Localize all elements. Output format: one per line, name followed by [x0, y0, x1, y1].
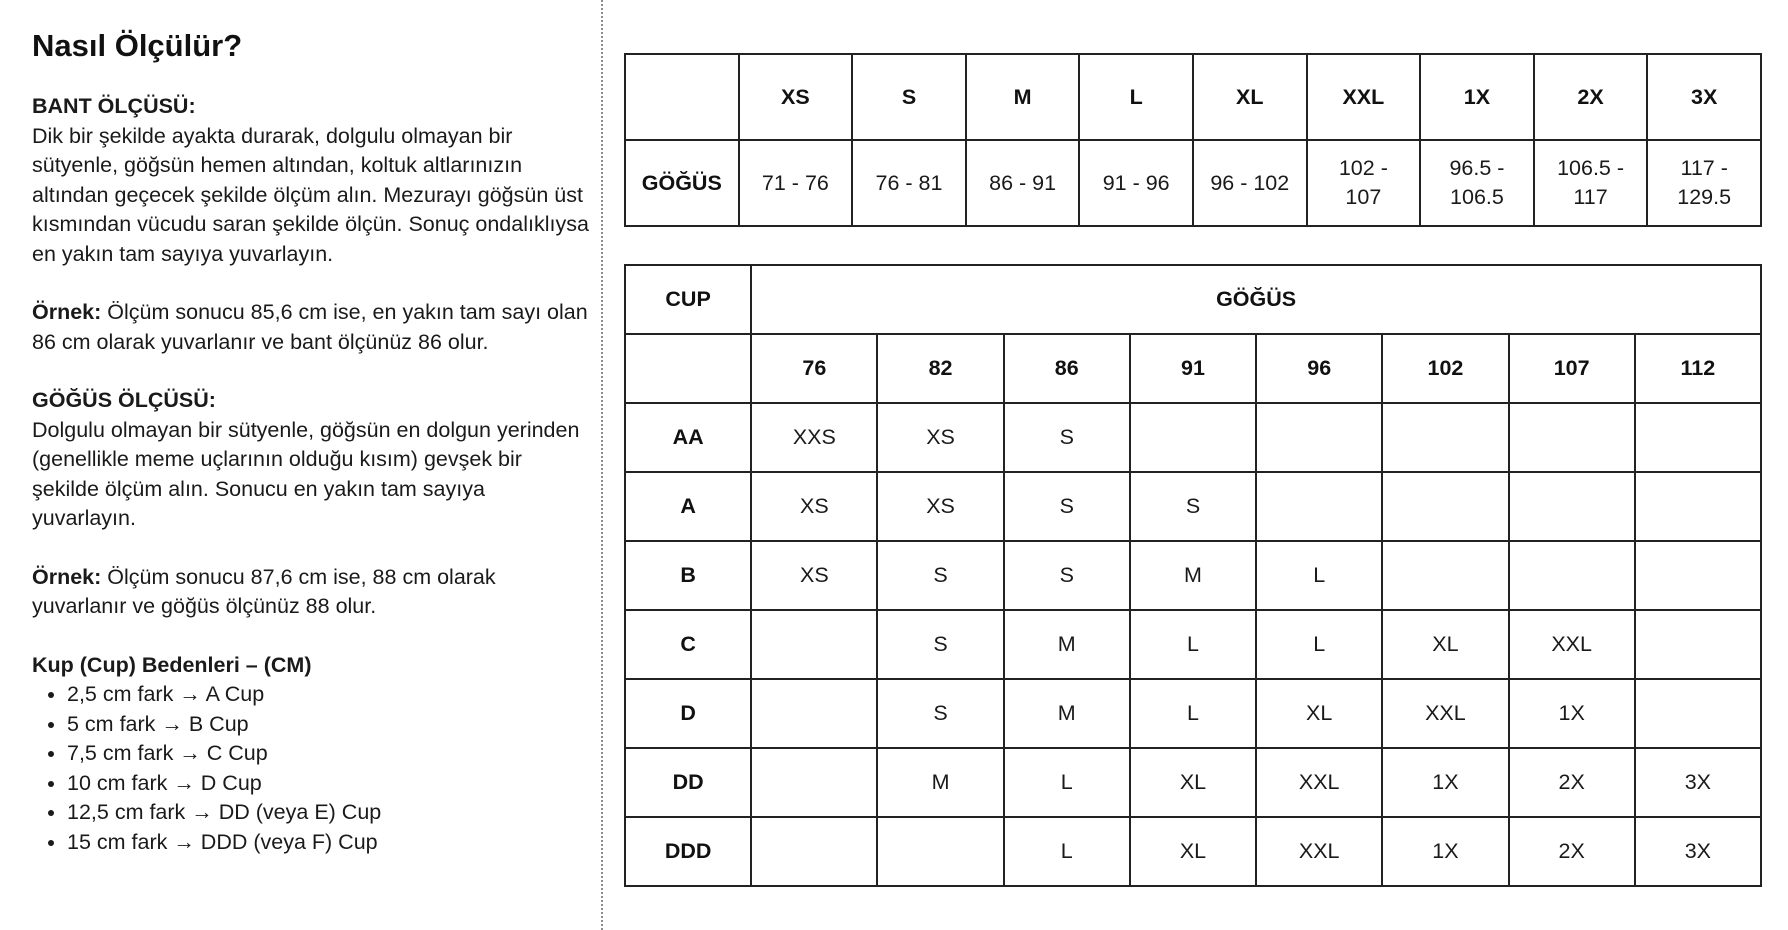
guide-title: Nasıl Ölçülür?	[32, 28, 243, 63]
dotted-divider	[601, 0, 603, 930]
list-item: • 5 cm fark → B Cup	[67, 710, 592, 740]
cup-label: B	[625, 541, 751, 610]
size-cell: XXL	[1256, 748, 1382, 817]
range-text: 71 - 76	[761, 170, 829, 195]
band-example	[32, 298, 592, 357]
size-cell	[1635, 541, 1761, 610]
range-text: 91 - 96	[1102, 170, 1170, 195]
size-cell: M	[1004, 679, 1130, 748]
size-cell: S	[877, 679, 1003, 748]
size-cell: M	[1130, 541, 1256, 610]
bust-column-header: 112	[1635, 334, 1761, 403]
table-row	[625, 403, 1761, 472]
size-header: 2X	[1534, 54, 1648, 140]
bust-group-header: GÖĞÜS	[751, 265, 1761, 334]
cup-label: DDD	[625, 817, 751, 886]
range-cell	[1420, 140, 1534, 226]
range-cell	[739, 140, 853, 226]
size-cell: M	[877, 748, 1003, 817]
range-cell	[1193, 140, 1307, 226]
size-cell: L	[1130, 610, 1256, 679]
size-header: XS	[739, 54, 853, 140]
range-text: 129.5	[1677, 185, 1732, 209]
range-cell	[1307, 140, 1421, 226]
cup-list	[32, 680, 592, 857]
size-cell: 1X	[1382, 817, 1508, 886]
size-cell: S	[1004, 541, 1130, 610]
size-cell	[751, 817, 877, 886]
size-cell: L	[1130, 679, 1256, 748]
size-cell: 3X	[1635, 817, 1761, 886]
range-cell	[1647, 140, 1761, 226]
size-header: S	[852, 54, 966, 140]
size-cell	[751, 679, 877, 748]
size-cell	[1635, 403, 1761, 472]
size-cell	[1256, 472, 1382, 541]
range-text: 117	[1573, 185, 1608, 209]
list-item: • 2,5 cm fark → A Cup	[67, 680, 592, 710]
size-header: XXL	[1307, 54, 1421, 140]
range-cell	[1079, 140, 1193, 226]
table-row	[625, 472, 1761, 541]
size-table	[624, 53, 1762, 227]
band-example-text: Ölçüm sonucu 85,6 cm ise, en yakın tam sayı olan 86 cm olarak yuvarlanır ve bant ölçünüz 86 olur.	[32, 300, 588, 354]
range-text: 117 -	[1680, 156, 1728, 180]
range-cell	[852, 140, 966, 226]
size-cell	[1382, 403, 1508, 472]
size-cell: M	[1004, 610, 1130, 679]
bust-column-header: 107	[1509, 334, 1635, 403]
range-text: 86 - 91	[989, 170, 1057, 195]
size-cell: XL	[1130, 817, 1256, 886]
size-cell	[1382, 541, 1508, 610]
size-cell	[1130, 403, 1256, 472]
size-cell: XL	[1130, 748, 1256, 817]
size-cell	[1509, 472, 1635, 541]
size-cell: 2X	[1509, 817, 1635, 886]
size-header-row	[625, 54, 1761, 140]
range-cell	[966, 140, 1080, 226]
cup-corner-label: CUP	[625, 265, 751, 334]
size-cell	[1256, 403, 1382, 472]
cup-label: DD	[625, 748, 751, 817]
table-row	[625, 610, 1761, 679]
size-cell: XL	[1256, 679, 1382, 748]
range-text: 96.5 -	[1449, 156, 1505, 180]
table-row	[625, 748, 1761, 817]
table-row	[625, 541, 1761, 610]
size-cell	[1382, 472, 1508, 541]
bust-section	[32, 386, 592, 622]
range-text: 102 -	[1338, 156, 1388, 180]
cup-table-body	[625, 403, 1761, 886]
empty-cell	[625, 334, 751, 403]
size-cell	[1635, 610, 1761, 679]
size-cell: L	[1256, 610, 1382, 679]
bust-example-label: Örnek:	[32, 564, 102, 589]
bust-columns-row	[625, 334, 1761, 403]
size-cell	[1635, 472, 1761, 541]
bust-example-text: Ölçüm sonucu 87,6 cm ise, 88 cm olarak yuvarlanır ve göğüs ölçünüz 88 olur.	[32, 564, 496, 618]
range-text: 106.5	[1450, 185, 1504, 209]
size-cell: XXL	[1509, 610, 1635, 679]
cup-label: A	[625, 472, 751, 541]
bust-column-header: 96	[1256, 334, 1382, 403]
size-cell: L	[1004, 817, 1130, 886]
size-cell: S	[1004, 472, 1130, 541]
cup-size-table	[624, 264, 1762, 887]
list-item: • 7,5 cm fark → C Cup	[67, 739, 592, 769]
cup-label: C	[625, 610, 751, 679]
bust-range-row	[625, 140, 1761, 226]
size-cell: XS	[877, 403, 1003, 472]
table-row	[625, 679, 1761, 748]
size-header: M	[966, 54, 1080, 140]
size-cell: S	[877, 541, 1003, 610]
cup-label: D	[625, 679, 751, 748]
measurement-guide	[32, 26, 592, 857]
size-header: L	[1079, 54, 1193, 140]
bust-text: Dolgulu olmayan bir sütyenle, göğsün en dolgun yerinden (genellikle meme uçlarının olduğu kısım) gevşek bir şekilde ölçüm alın. Sonucu en yakın tam sayıya yuvarlayın.	[32, 417, 580, 530]
cup-header-row	[625, 265, 1761, 334]
size-cell: 2X	[1509, 748, 1635, 817]
band-section	[32, 92, 592, 357]
cup-title: Kup (Cup) Bedenleri – (CM)	[32, 652, 312, 677]
size-cell: L	[1256, 541, 1382, 610]
range-text: 76 - 81	[875, 170, 943, 195]
list-item: • 10 cm fark → D Cup	[67, 769, 592, 799]
corner-cell	[625, 54, 739, 140]
size-cell	[751, 748, 877, 817]
size-cell: S	[877, 610, 1003, 679]
size-cell: XS	[751, 541, 877, 610]
range-text: 107	[1345, 185, 1382, 209]
band-title: BANT ÖLÇÜSÜ:	[32, 94, 196, 118]
size-cell: S	[1004, 403, 1130, 472]
size-cell: XS	[877, 472, 1003, 541]
row-label: GÖĞÜS	[625, 140, 739, 226]
size-cell	[877, 817, 1003, 886]
size-cell: XXS	[751, 403, 877, 472]
bust-column-header: 76	[751, 334, 877, 403]
table-row	[625, 817, 1761, 886]
size-cell: 1X	[1509, 679, 1635, 748]
bust-column-header: 91	[1130, 334, 1256, 403]
bust-example	[32, 563, 592, 622]
size-header: XL	[1193, 54, 1307, 140]
bust-column-header: 102	[1382, 334, 1508, 403]
cup-section	[32, 651, 592, 858]
bust-column-header: 86	[1004, 334, 1130, 403]
size-cell	[1509, 403, 1635, 472]
size-cell: L	[1004, 748, 1130, 817]
size-cell: XL	[1382, 610, 1508, 679]
list-item: • 15 cm fark → DDD (veya F) Cup	[67, 828, 592, 858]
size-cell: XS	[751, 472, 877, 541]
size-cell: S	[1130, 472, 1256, 541]
size-cell	[751, 610, 877, 679]
range-cell	[1534, 140, 1648, 226]
size-cell: 1X	[1382, 748, 1508, 817]
list-item: • 12,5 cm fark → DD (veya E) Cup	[67, 798, 592, 828]
cup-label: AA	[625, 403, 751, 472]
bust-column-header: 82	[877, 334, 1003, 403]
range-text: 106.5 -	[1557, 156, 1625, 180]
size-cell: XXL	[1382, 679, 1508, 748]
size-header: 1X	[1420, 54, 1534, 140]
range-text: 96 - 102	[1210, 170, 1290, 195]
size-cell: XXL	[1256, 817, 1382, 886]
band-text: Dik bir şekilde ayakta durarak, dolgulu olmayan bir sütyenle, göğsün hemen altından, koltuk altlarınızın altından geçecek şekilde ölçüm alın. Mezurayı göğsün üst kısmından vücudu saran şekilde ölçün. Sonuç ondalıklıysa en yakın tam sayıya yuvarlayın.	[32, 123, 589, 266]
size-cell	[1509, 541, 1635, 610]
size-header: 3X	[1647, 54, 1761, 140]
bust-title: GÖĞÜS ÖLÇÜSÜ:	[32, 388, 216, 412]
size-cell	[1635, 679, 1761, 748]
band-example-label: Örnek:	[32, 300, 102, 324]
size-cell: 3X	[1635, 748, 1761, 817]
